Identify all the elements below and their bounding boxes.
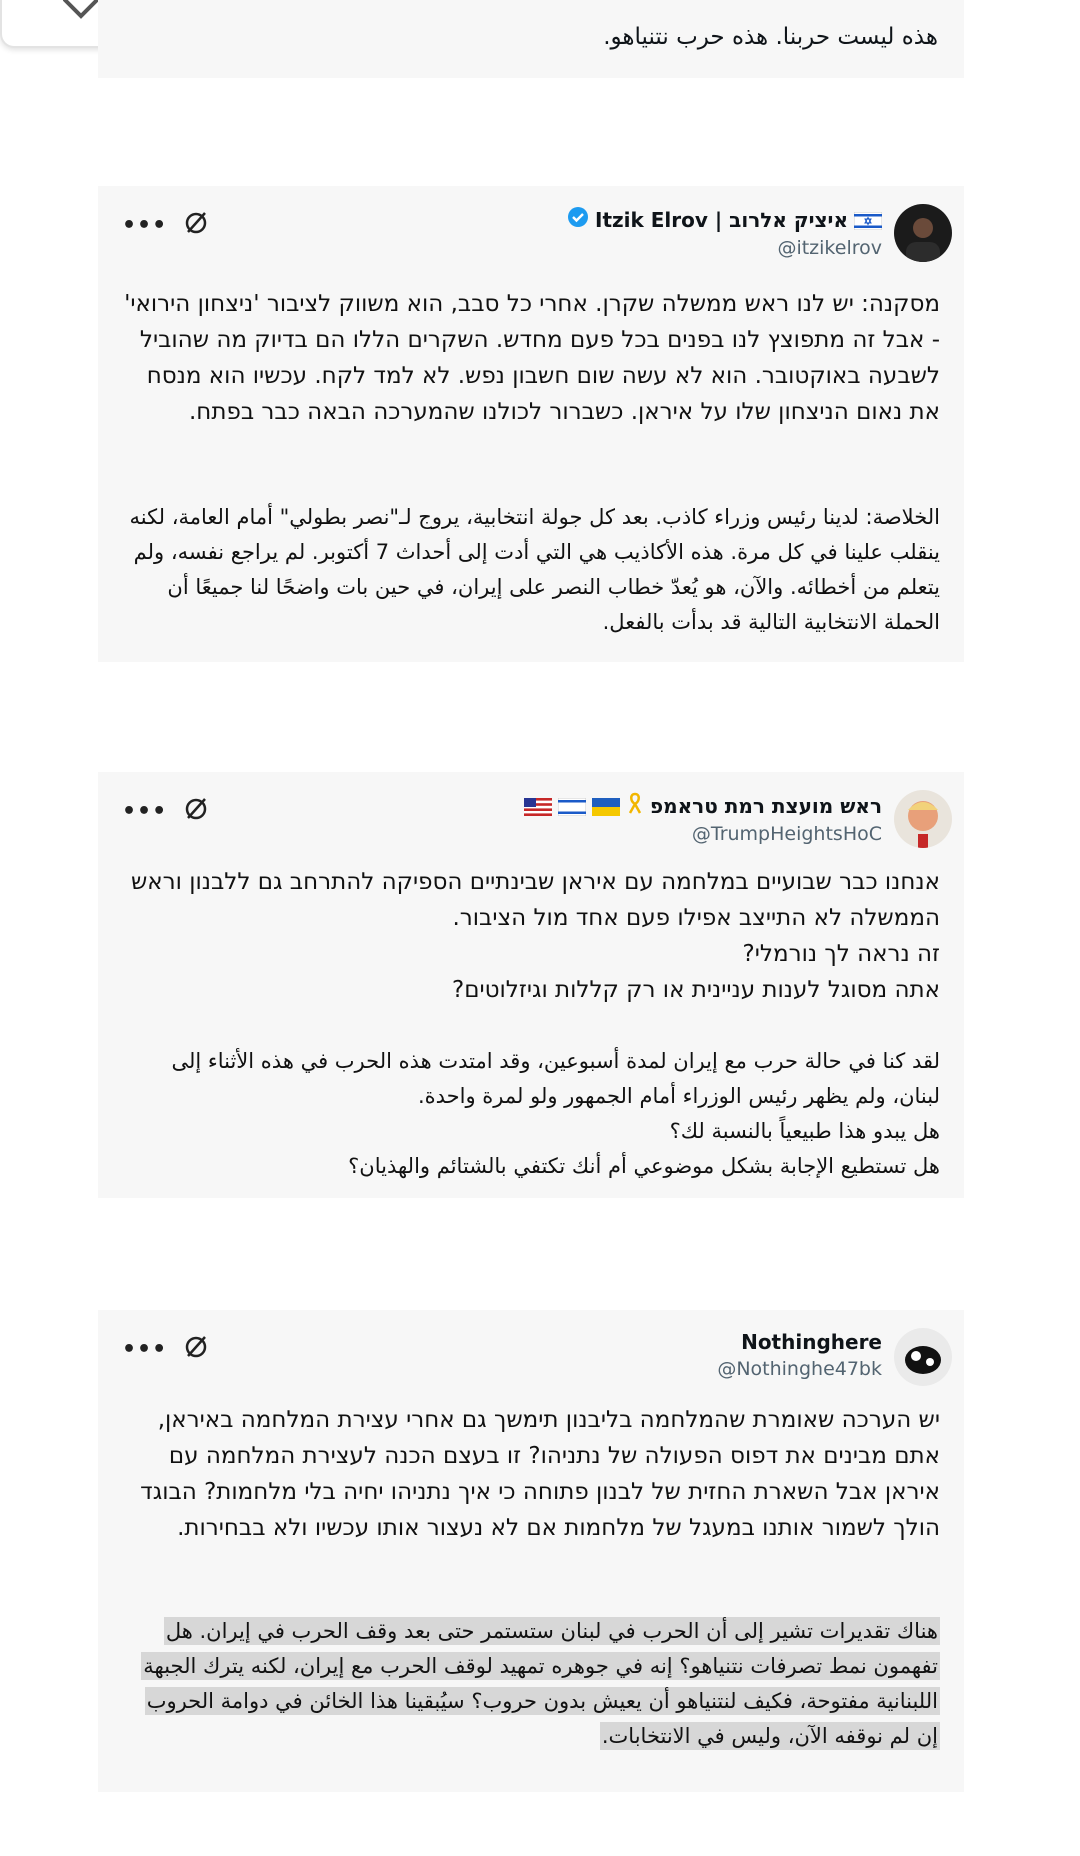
display-name[interactable]: איציק אלרוב | Itzik Elrov [595,207,848,232]
ribbon-icon [626,792,644,819]
tweet-card[interactable] [98,1310,964,1792]
handle[interactable]: @TrumpHeightsHoC [691,823,882,845]
tweet-text: هذه ليست حربنا. هذه حرب نتنياهو. [603,24,938,50]
slash-circle-icon[interactable] [183,1334,209,1364]
israel-flag-icon [558,797,586,815]
highlighted-text[interactable]: هناك تقديرات تشير إلى أن الحرب في لبنان ستستمر حتى بعد وقف الحرب في إيران. هل تفهمون نمط تصرفات نتنياهو؟ إنه في جوهره تمهيد لوقف الحرب مع إيران، لكنه يترك الجبهة اللبنانية مفتوحة، فكيف لنتنياهو أن يعيش بدون حروب؟ سيُبقينا هذا الخائن في دوامة الحروب إن لم نوقفه الآن، وليس في الانتخابات. [143,1619,938,1748]
us-flag-icon [524,797,552,815]
display-name[interactable]: Nothinghere [741,1330,882,1354]
ukraine-flag-icon [592,797,620,815]
slash-circle-icon[interactable] [183,796,209,826]
tweet-text-arabic: الخلاصة: لدينا رئيس وزراء كاذب. بعد كل جولة انتخابية، يروج لـ"نصر بطولي" أمام العامة، لكنه ينقلب علينا في كل مرة. هذه الأكاذيب هي التي أدت إلى أحداث 7 أكتوبر. لم يراجع نفسه، ولم يتعلم من أخطائه. والآن، هو يُعدّ خطاب النصر على إيران، في حين بات واضحًا لنا جميعًا أن الحملة الانتخابية التالية قد بدأت بالفعل. [129,505,940,634]
tweet-card-previous [98,0,964,78]
more-options-icon[interactable]: ••• [122,798,168,824]
tweet-card[interactable] [98,186,964,662]
avatar[interactable] [894,204,952,262]
avatar[interactable] [894,790,952,848]
tweet-text-hebrew: אנחנו כבר שבועיים במלחמה עם איראן שבינתיים הספיקה להתרחב גם ללבנון וראש הממשלה לא התייצב אפילו פעם אחד מול הציבור. זה נראה לך נורמלי? אתה מסוגל לענות עניינית או רק קללות וגיזלוטים? [131,869,940,1003]
handle[interactable]: @Nothinghe47bk [717,1358,882,1380]
avatar[interactable] [894,1328,952,1386]
israel-flag-icon [854,211,882,229]
chevron-down-icon [61,0,101,22]
verified-badge-icon [567,206,589,233]
tweet-text-hebrew: יש הערכה שאומרת שהמלחמה בליבנון תימשך גם אחרי עצירת המלחמה באיראן, אתם מבינים את דפוס הפעולה של נתניהו? זו בעצם הכנה לעצירת המלחמה עם איראן אבל השארת החזית של לבנון פתוחה כי איך נתניהו יחיה בלי מלחמות? הבוגד הולך לשמור אותנו במעגל של מלחמות אם לא נעצור אותו עכשיו ולא בבחירות. [140,1407,940,1541]
display-name[interactable]: ראש מועצת רמת טראמפ [649,793,882,818]
tweet-text-arabic: لقد كنا في حالة حرب مع إيران لمدة أسبوعين، وقد امتدت هذه الحرب في هذه الأثناء إلى لبنان، ولم يظهر رئيس الوزراء أمام الجمهور ولو لمرة واحدة. هل يبدو هذا طبيعياً بالنسبة لك؟ هل تستطيع الإجابة بشكل موضوعي أم أنك تكتفي بالشتائم والهذيان؟ [171,1049,940,1178]
handle[interactable]: @itzikelrov [777,237,882,259]
tweet-text-arabic [122,1614,940,1754]
more-options-icon[interactable]: ••• [122,1336,168,1362]
more-options-icon[interactable]: ••• [122,212,168,238]
tweet-text-hebrew: מסקנה: יש לנו ראש ממשלה שקרן. אחרי כל סבב, הוא משווק לציבור 'ניצחון הירואי' - אבל זה מתפוצץ לנו בפנים בכל פעם מחדש. השקרים הללו הם בדיוק מה שהוביל לשבעה באוקטובר. הוא לא עשה שום חשבון נפש. לא למד לקח. עכשיו הוא מנסח את נאום הניצחון שלו על איראן. כשברור לכולנו שהמערכה הבאה כבר בפתח. [124,291,940,425]
slash-circle-icon[interactable] [183,210,209,240]
tweet-card[interactable] [98,772,964,1198]
